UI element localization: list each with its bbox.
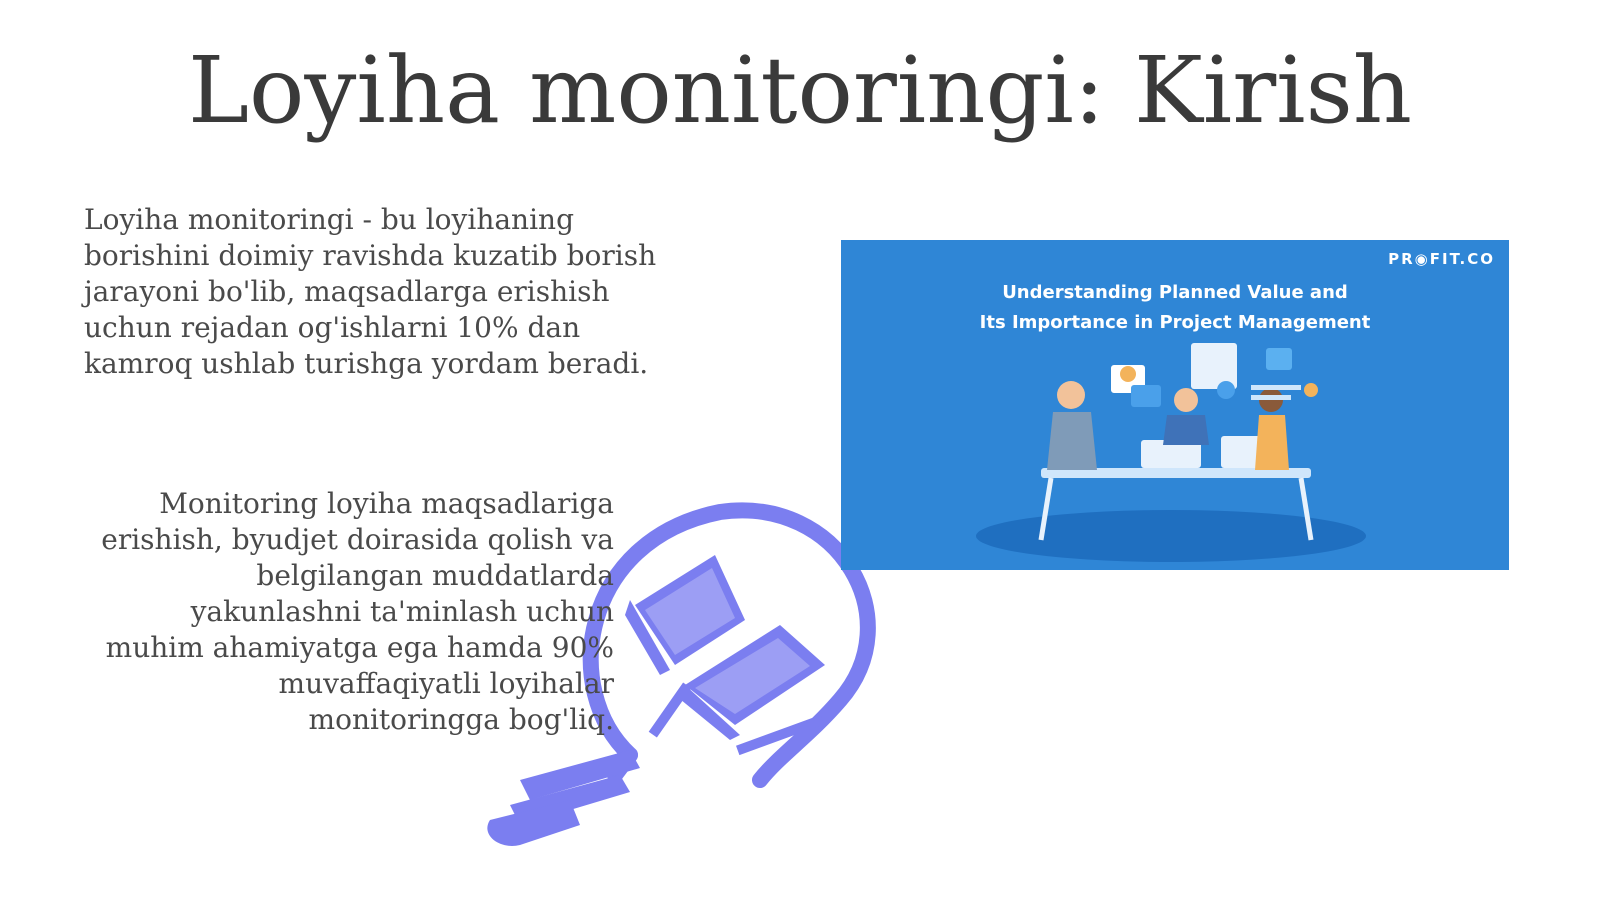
- article-banner-image: [841, 240, 1509, 570]
- importance-paragraph: Monitoring loyiha maqsadlariga erishish, byudjet doirasida qolish va belgilangan muddatlarda yakunlashni ta'minlash uchun muhim ahamiyatga ega hamda 90% muvaffaqiyatli loyihalar monitoringga bog'liq.: [101, 487, 614, 736]
- brand-logo: PR◉FIT.CO: [1388, 250, 1495, 268]
- slide-title: Loyiha monitoringi: Kirish: [187, 37, 1413, 144]
- banner-title: [841, 278, 1509, 338]
- banner-title-line-2: Its Importance in Project Management: [979, 312, 1371, 333]
- intro-paragraph: Loyiha monitoringi - bu loyihaning borishini doimiy ravishda kuzatib borish jarayoni bo'lib, maqsadlarga erishish uchun rejadan og'ishlarni 10% dan kamroq ushlab turishga yordam beradi.: [84, 203, 657, 380]
- banner-title-line-1: Understanding Planned Value and: [1002, 282, 1348, 303]
